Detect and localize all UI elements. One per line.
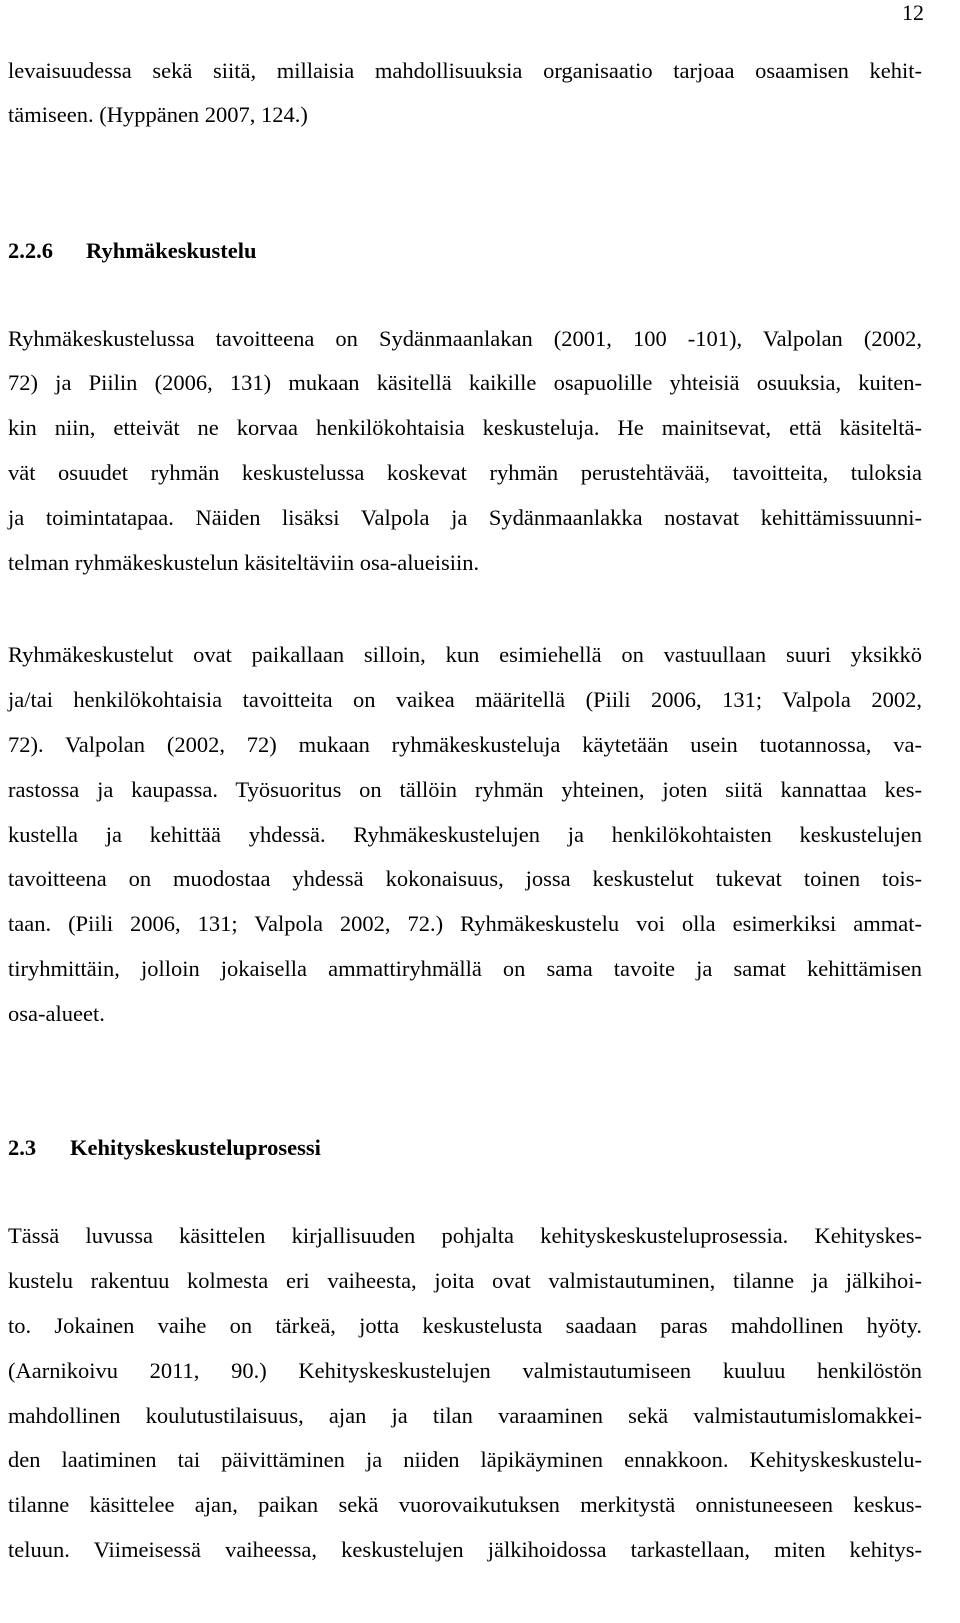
paragraph-line: taan. (Piili 2006, 131; Valpola 2002, 72.) Ryhmäkeskustelu voi olla esimerkiksi ammat- <box>8 911 922 936</box>
paragraph-line: mahdollinen koulutustilaisuus, ajan ja tilan varaaminen sekä valmistautumislomakkei- <box>8 1403 922 1428</box>
intro-line: tämiseen. (Hyppänen 2007, 124.) <box>8 102 308 127</box>
paragraph-line: Ryhmäkeskustelussa tavoitteena on Sydänmaanlakan (2001, 100 -101), Valpolan (2002, <box>8 326 922 351</box>
paragraph-line: kustella ja kehittää yhdessä. Ryhmäkeskustelujen ja henkilökohtaisten keskustelujen <box>8 822 922 847</box>
section-title: Ryhmäkeskustelu <box>86 238 257 263</box>
paragraph-line: 72) ja Piilin (2006, 131) mukaan käsitellä kaikille osapuolille yhteisiä osuuksia, kuiten- <box>8 370 922 395</box>
page-number: 12 <box>902 0 924 25</box>
paragraph-line: den laatiminen tai päivittäminen ja niiden läpikäyminen ennakkoon. Kehityskeskustelu- <box>8 1447 922 1472</box>
section-heading-2-3 <box>8 1133 922 1163</box>
section-heading-2-2-6 <box>8 236 922 266</box>
section-number: 2.3 <box>8 1135 37 1160</box>
paragraph-line: kin niin, etteivät ne korvaa henkilökohtaisia keskusteluja. He mainitsevat, että käsiteltä- <box>8 415 922 440</box>
paragraph-line: Tässä luvussa käsittelen kirjallisuuden pohjalta kehityskeskusteluprosessia. Kehityskes- <box>8 1223 922 1248</box>
paragraph-line: teluun. Viimeisessä vaiheessa, keskustelujen jälkihoidossa tarkastellaan, miten kehitys- <box>8 1537 922 1562</box>
paragraph-line: ja/tai henkilökohtaisia tavoitteita on vaikea määritellä (Piili 2006, 131; Valpola 2002, <box>8 687 922 712</box>
intro-line: levaisuudessa sekä siitä, millaisia mahdollisuuksia organisaatio tarjoaa osaamisen kehit- <box>8 58 922 83</box>
section-title: Kehityskeskusteluprosessi <box>70 1135 321 1160</box>
paragraph-line: tiryhmittäin, jolloin jokaisella ammattiryhmällä on sama tavoite ja samat kehittämisen <box>8 956 922 981</box>
paragraph-line: telman ryhmäkeskustelun käsiteltäviin osa-alueisiin. <box>8 550 480 575</box>
paragraph-line: kustelu rakentuu kolmesta eri vaiheesta, joita ovat valmistautuminen, tilanne ja jälkihoi- <box>8 1268 922 1293</box>
paragraph-line: rastossa ja kaupassa. Työsuoritus on tällöin ryhmän yhteinen, joten siitä kannattaa kes- <box>8 777 922 802</box>
paragraph-line: tavoitteena on muodostaa yhdessä kokonaisuus, jossa keskustelut tukevat toinen tois- <box>8 866 922 891</box>
paragraph-line: vät osuudet ryhmän keskustelussa koskevat ryhmän perustehtävää, tavoitteita, tuloksia <box>8 460 922 485</box>
paragraph-line: ja toimintatapaa. Näiden lisäksi Valpola ja Sydänmaanlakka nostavat kehittämissuunni- <box>8 505 922 530</box>
paragraph-line: tilanne käsittelee ajan, paikan sekä vuorovaikutuksen merkitystä onnistuneeseen keskus- <box>8 1492 922 1517</box>
paragraph-line: to. Jokainen vaihe on tärkeä, jotta keskustelusta saadaan paras mahdollinen hyöty. <box>8 1313 922 1338</box>
section-number: 2.2.6 <box>8 238 53 263</box>
paragraph-line: 72). Valpolan (2002, 72) mukaan ryhmäkeskusteluja käytetään usein tuotannossa, va- <box>8 732 922 757</box>
paragraph-line: Ryhmäkeskustelut ovat paikallaan silloin, kun esimiehellä on vastuullaan suuri yksikkö <box>8 642 922 667</box>
paragraph-line: (Aarnikoivu 2011, 90.) Kehityskeskustelujen valmistautumiseen kuuluu henkilöstön <box>8 1358 922 1383</box>
paragraph-line: osa-alueet. <box>8 1001 105 1026</box>
